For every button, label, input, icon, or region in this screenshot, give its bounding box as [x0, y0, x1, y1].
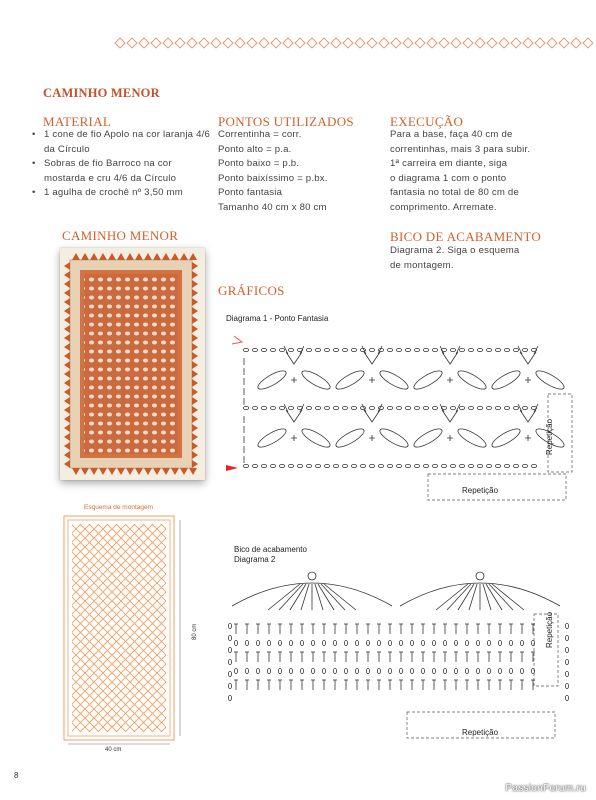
pontos-list: [218, 128, 378, 215]
runner-photo: [60, 248, 205, 480]
execucao-line: o diagrama 1 com o ponto: [390, 172, 507, 184]
pontos-line: Ponto baixíssimo = p.bx.: [218, 172, 328, 184]
diagram2-chart: [222, 566, 582, 746]
top-decorative-border: [114, 36, 596, 50]
material-item: • Sobras de fio Barroco na cor mostarda e cru 4/6 da Círculo: [30, 157, 210, 186]
watermark: PassionForum.ru: [505, 783, 586, 794]
pontos-line: Correntinha = corr.: [218, 129, 302, 140]
bico-line: Diagrama 2. Siga o esquema: [390, 245, 520, 256]
diagram2-repeat-vertical-label: Repetição: [545, 611, 554, 648]
end-arrow-icon: [232, 336, 242, 344]
esquema-title: Esquema de montagem: [84, 504, 154, 511]
execucao-text: [390, 128, 580, 215]
pontos-line: Ponto baixo = p.b.: [218, 158, 300, 169]
diagram1-repeat-vertical-label: Repetição: [545, 418, 554, 455]
execucao-line: comprimento. Arremate.: [390, 201, 497, 213]
execucao-line: Para a base, faça 40 cm de: [390, 129, 513, 140]
execucao-line: fantasia no total de 80 cm de: [390, 187, 520, 198]
diagram1-repeat-label: Repetição: [462, 486, 499, 495]
esquema-height-label: 80 cm: [192, 623, 198, 640]
material-title: MATERIAL: [43, 114, 112, 129]
esquema-diagram: [60, 512, 192, 752]
bico-line: de montagem.: [390, 259, 454, 271]
esquema-width-label: 40 cm: [105, 747, 122, 753]
pontos-title: PONTOS UTILIZADOS: [218, 114, 354, 129]
page-heading: CAMINHO MENOR: [43, 86, 160, 100]
diagram1-chart: [222, 328, 582, 506]
pontos-line: Tamanho 40 cm x 80 cm: [218, 201, 327, 213]
execucao-line: correntinhas, mais 3 para subir.: [390, 143, 531, 155]
bico-text: [390, 244, 580, 273]
crochet-runner-image: [60, 248, 205, 480]
diagram2-title-line1: Bico de acabamento: [234, 545, 307, 554]
pontos-line: Ponto fantasia: [218, 187, 283, 198]
diagram1-title: Diagrama 1 - Ponto Fantasia: [226, 314, 329, 323]
diagram2-title-line2: Diagrama 2: [234, 555, 276, 564]
execucao-line: 1ª carreira em diante, siga: [390, 158, 508, 169]
bico-title: BICO DE ACABAMENTO: [390, 229, 542, 244]
material-item: • 1 agulha de crochê nº 3,50 mm: [30, 186, 210, 201]
start-arrow-icon: [226, 465, 238, 471]
photo-caption: CAMINHO MENOR: [62, 228, 179, 243]
pontos-line: Ponto alto = p.a.: [218, 143, 292, 155]
execucao-title: EXECUÇÃO: [390, 114, 464, 129]
material-item: • 1 cone de fio Apolo na cor laranja 4/6 da Círculo: [30, 128, 210, 157]
page-number: 8: [14, 771, 19, 780]
material-list: [30, 128, 210, 201]
graficos-title: GRÁFICOS: [218, 283, 285, 298]
diagram2-repeat-label: Repetição: [462, 728, 499, 737]
